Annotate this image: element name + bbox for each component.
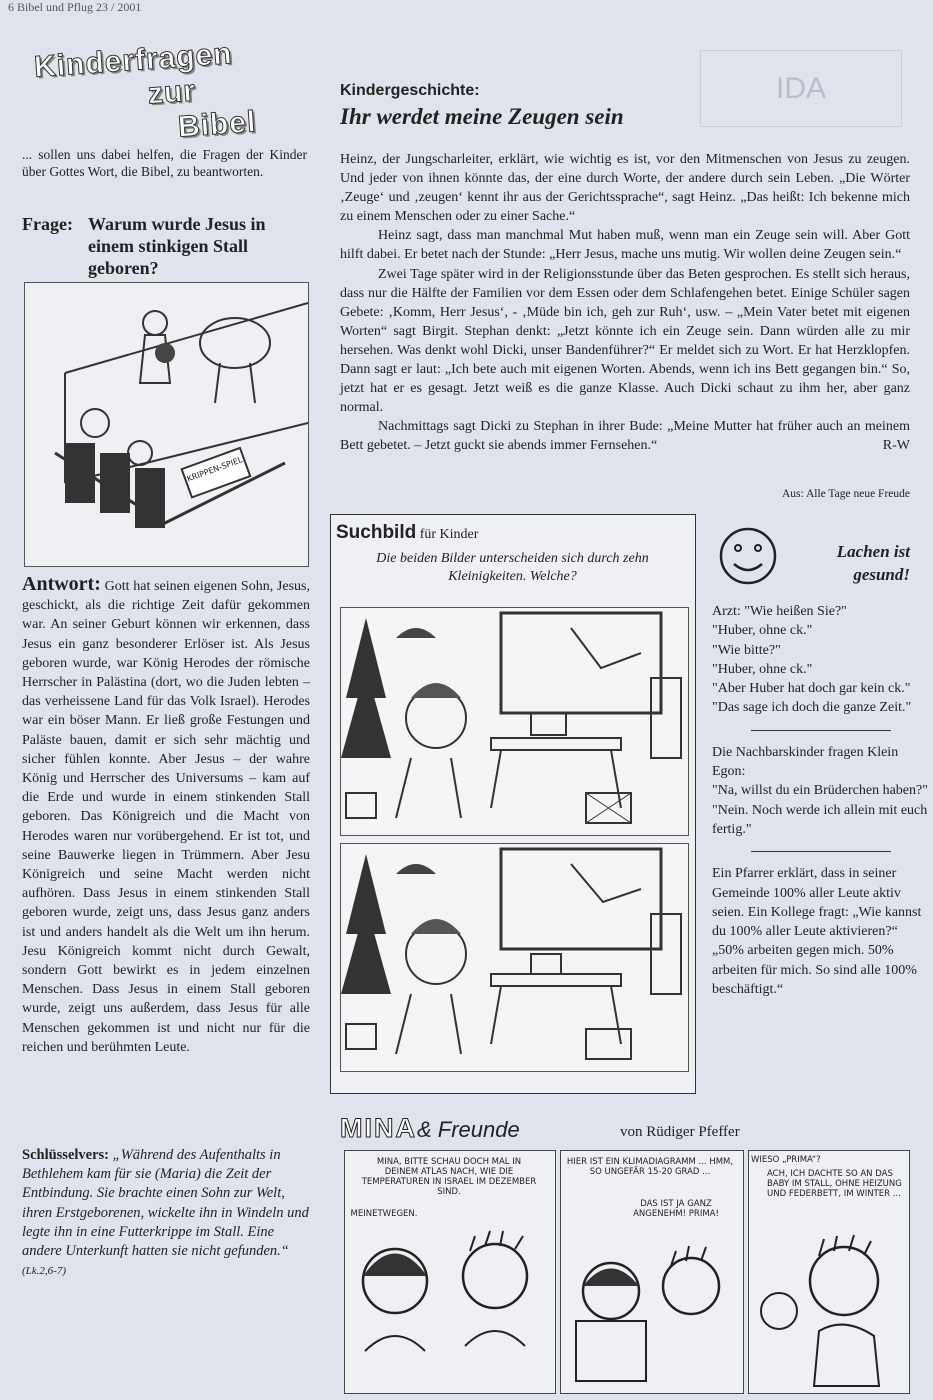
- question: [22, 213, 312, 279]
- comic-bubble: HIER IST EIN KLIMADIAGRAMM ... HMM, SO UNGEFÄR 15-20 GRAD ...: [566, 1157, 734, 1177]
- lachen-line-1: Lachen ist: [836, 542, 910, 561]
- comic-bubble: MEINETWEGEN.: [350, 1209, 418, 1219]
- answer-label: Antwort:: [22, 573, 101, 595]
- joke-2-line: "Nein. Noch werde ich allein mit euch fertig.": [712, 802, 928, 837]
- lachen-heading: [790, 540, 910, 586]
- joke-1-line: "Aber Huber hat doch gar kein ck.": [712, 681, 911, 697]
- joke-divider: [751, 730, 891, 731]
- comic-title-main: MINA: [340, 1113, 417, 1143]
- story-source: Aus: Alle Tage neue Freude: [781, 488, 910, 500]
- comic-bubble: DAS IST JA GANZ ANGENEHM! PRIMA!: [633, 1199, 719, 1219]
- suchbild-title: [336, 522, 478, 544]
- key-verse-label: Schlüsselvers:: [22, 1147, 109, 1163]
- suchbild-title-main: Suchbild: [336, 522, 417, 543]
- story-signature: R-W: [882, 438, 910, 454]
- title-line-3: Bibel: [176, 105, 258, 144]
- lachen-line-2: gesund!: [853, 565, 910, 584]
- comic-panel-1: [344, 1150, 556, 1394]
- intro-text: ... sollen uns dabei helfen, die Fragen der Kinder über Gottes Wort, die Bibel, zu beantworten.: [22, 147, 307, 179]
- comic-bubble: MINA, BITTE SCHAU DOCH MAL IN DEINEM ATLAS NACH, WIE DIE TEMPERATUREN IN ISRAEL IM DEZEMBER SIND.: [361, 1157, 537, 1197]
- joke-divider: [751, 851, 891, 852]
- joke-1-line: "Huber, ohne ck.": [712, 661, 813, 677]
- comic-bubble: WIESO „PRIMA“?: [751, 1155, 821, 1165]
- story-last-text: Nachmittags sagt Dicki zu Stephan in ihrer Bude: „Meine Mutter hat früher auch an meinem Bett gebetet. – Jetzt guckt sie abends immer Fernsehen.“: [340, 419, 910, 454]
- story-paragraph: Heinz sagt, dass man manchmal Mut haben muß, wenn man ein Zeuge sein will. Aber Gott hilft dabei. Er betet nach der Stunde: „Herr Jesus, mache uns mutig. Wir wollen deine Zeugen sein.“: [340, 228, 910, 263]
- joke-1-line: "Wie bitte?": [712, 642, 781, 658]
- joke-1-line: Arzt: "Wie heißen Sie?": [712, 604, 847, 619]
- puzzle-picture-bottom: [340, 843, 689, 1072]
- suchbild-subtitle: Die beiden Bilder unterscheiden sich durch zehn Kleinigkeiten. Welche?: [376, 551, 649, 584]
- story-paragraph: Heinz, der Jungscharleiter, erklärt, wie wichtig es ist, vor den Mitmenschen von Jesus zu zeugen. Und jeder von ihnen könnte das, der eine durch Worte, der andere durch sein Leben. „Die Wörter ‚Zeuge‘ und ‚zeugen‘ kennt ihr aus der Gerichtssprache“, sagt Heinz. „Das heißt: Ich bekenne mich zu einem Menschen oder zu einer Sache.“: [340, 152, 910, 225]
- story-paragraph: Zwei Tage später wird in der Religionsstunde über das Beten gesprochen. Es stellt sich heraus, dass nur die Hälfte der Familien vor dem Essen oder dem Schlafengehen betet. Einige Schüler sagen Gebete: ‚Komm, Herr Jesus‘, - ‚Müde bin ich, geh zur Ruh‘, usw. – „Mein Vater betet mit eigenen Worten“ sagt Birgit. Stephan denkt: „Jetzt könnte ich ein Zeuge sein. Dann würden alle zu mir hersehen. Was denkt wohl Dicki, unser Bandenführer?“ Er meldet sich zu Wort. Er hat Herzklopfen. Dann sagt er laut: „Ich bete auch mit eigenen Worten. Abends, wenn ich ins Bett gegangen bin.“ So, jetzt hat er es gesagt. Jetzt weiß es die ganze Klasse. Auch Dicki schaut zu ihm her, aber ganz normal.: [340, 266, 910, 416]
- story-kicker: Kindergeschichte:: [340, 82, 480, 99]
- joke-2-line: "Na, willst du ein Brüderchen haben?": [712, 783, 928, 799]
- page-header: 6 Bibel und Pflug 23 / 2001: [8, 0, 142, 14]
- suchbild-title-suffix: für Kinder: [416, 527, 479, 542]
- question-label: Frage:: [22, 214, 73, 234]
- joke-3: Ein Pfarrer erklärt, dass in seiner Gemeinde 100% aller Leute aktiv seien. Ein Kollege fragt: „Wie kannst du 100% aller Leute aktivieren?“ „50% arbeiten gegen mich. 50% arbeiten für mich. So sind alle 100% beschäftigt.“: [712, 866, 922, 998]
- key-verse-text: „Während des Aufenthalts in Bethlehem kam für sie (Maria) die Zeit der Entbindung. Sie brachte einen Sohn zur Welt, ihren Erstgeborenen, wickelte ihn in Windeln und legte ihn in eine Futterkrippe im Stall. Eine andere Unterkunft hatten sie nicht gefunden.“: [22, 1147, 309, 1260]
- comic-panel-3: [748, 1150, 910, 1394]
- puzzle-picture-top: [340, 607, 689, 836]
- kinderfragen-title: [30, 14, 260, 144]
- key-verse-ref: (Lk.2,6-7): [22, 1265, 66, 1278]
- question-text: Warum wurde Jesus in einem stinkigen Stall geboren?: [88, 214, 266, 278]
- comic-title: [340, 1113, 520, 1144]
- joke-1-line: "Huber, ohne ck.": [712, 623, 813, 639]
- comic-author: von Rüdiger Pfeffer: [620, 1124, 740, 1140]
- story-body: [340, 150, 910, 456]
- key-verse: [22, 1146, 312, 1281]
- answer-text: Gott hat seinen eigenen Sohn, Jesus, geschickt, als die richtige Zeit dafür gekommen war. An seiner Geburt können wir erkennen, dass Jesus ein ganz besonderer Erlöser ist. Als Jesus geboren wurde, war König Herodes der römische Herrscher in Palästina (dort, wo die Juden lebten – das verheissene Land für das Volk Israel). Herodes war ein böser Mann. Er ließ große Festungen und Paläste bauen, damit er sich sehr mächtig und sicher fühlen konnte. Aber Jesus – der wahre König und Herrscher des Universums – kam auf die Erde und wurde in einem stinkenden Stall geboren. Das Königreich und die Macht von Herodes waren nur vorübergehend. Er ist tot, und seine Bauwerke liegen in Trümmern. Aber Jesu Königreich und seine Macht werden nicht aufhören. Dass Jesus in einem stinkenden Stall geboren wurde, zeigt uns, dass Jesus ganz anders ist und anders handelt als die Welt um ihn herum. Jesu Königreich kommt nicht durch Gewalt, sondern Gott bewirkt es in jedem einzelnen Menschen. Dass Jesus in einem Stall geboren wurde, zeigt uns außerdem, dass Jesus für alle Menschen gekommen ist und nicht nur für die reichen und berühmten Leute.: [22, 579, 310, 1055]
- title-line-1: Kinderfragen: [33, 37, 234, 84]
- smiley-icon: [718, 526, 778, 591]
- joke-2-line: Die Nachbarskinder fragen Klein Egon:: [712, 744, 899, 780]
- joke-1-line: "Das sage ich doch die ganze Zeit.": [712, 700, 912, 716]
- krippenspiel-sign: KRIPPEN-SPIEL: [185, 455, 244, 484]
- nativity-cartoon: [24, 282, 309, 567]
- story-title: Ihr werdet meine Zeugen sein: [340, 104, 624, 129]
- title-line-2: zur: [146, 74, 198, 111]
- comic-title-suffix: & Freunde: [417, 1117, 520, 1142]
- faded-logo: IDA: [700, 50, 902, 127]
- comic-panel-2: [560, 1150, 744, 1394]
- comic-bubble: ACH, ICH DACHTE SO AN DAS BABY IM STALL, OHNE HEIZUNG UND FEDERBETT, IM WINTER ...: [767, 1169, 902, 1199]
- story-paragraph: [340, 417, 910, 455]
- answer: [22, 575, 310, 1057]
- jokes: [712, 602, 930, 999]
